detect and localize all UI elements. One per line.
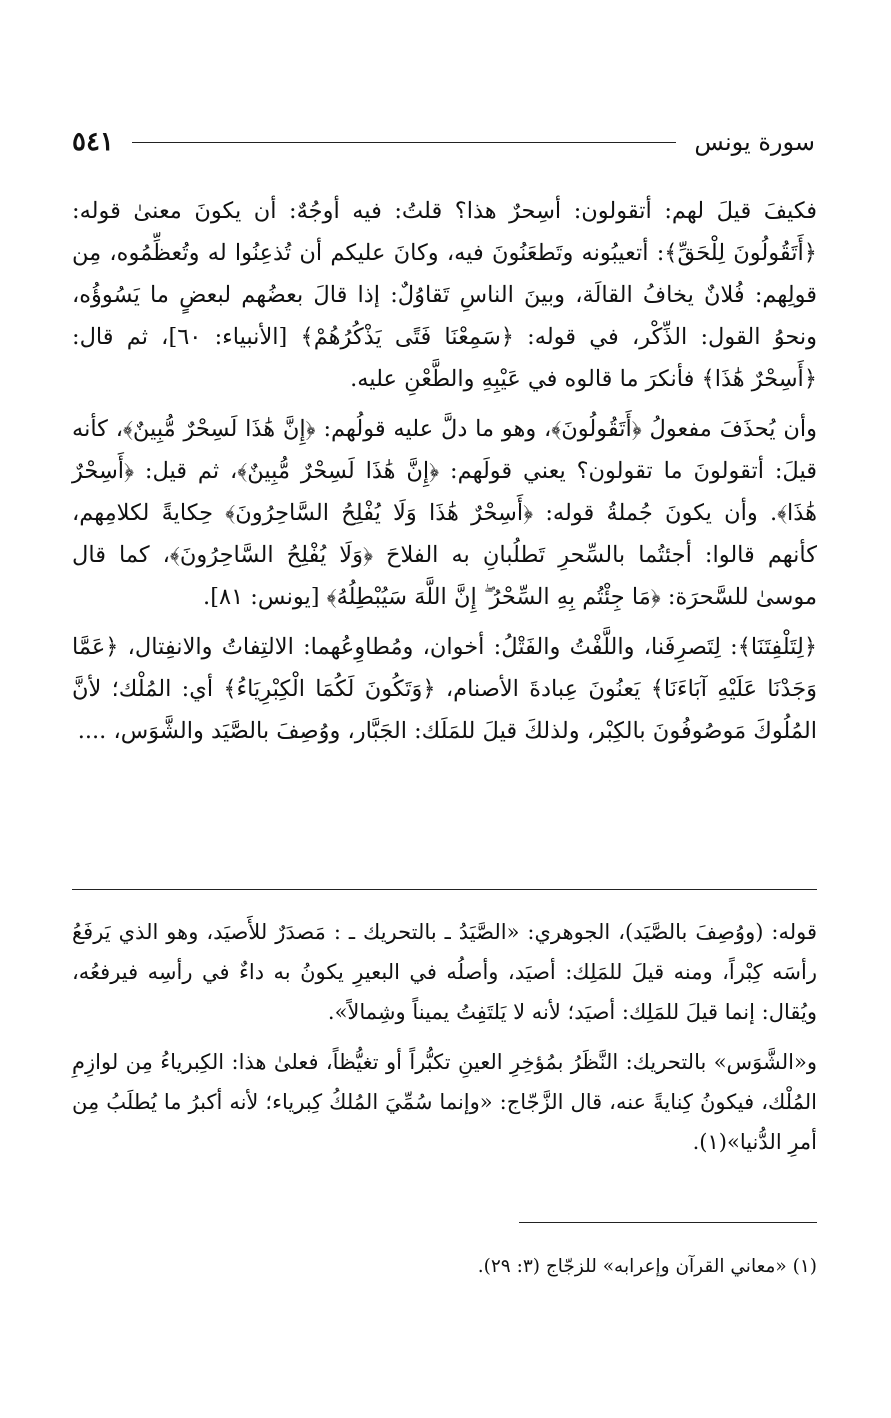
commentary-paragraph: قوله: (ووُصِفَ بالصَّيَد)، الجوهري: «الصَّيَدُ ـ بالتحريك ـ : مَصدَرٌ للأَصيَد، وهو الذي يَرفَعُ رأسَه كِبْراً، ومنه قيلَ للمَلِك: أصيَد، وأصلُه في البعيرِ يكونُ به داءٌ في رأسِه فيرفعُه، ويُقال: إنما قيلَ للمَلِك: أصيَد؛ لأنه لا يَلتَفِتُ يميناً وشِمالاً». [72, 920, 817, 1024]
footnote-rule [519, 1222, 817, 1223]
commentary-text [72, 912, 817, 1172]
page-number: ٥٤١ [72, 127, 114, 157]
commentary-divider [72, 889, 817, 890]
footnote: (١) «معاني القرآن وإعرابه» للزجّاج (٣: ٢٩). [477, 1256, 817, 1277]
page-header [72, 120, 815, 164]
main-text [72, 190, 817, 760]
footnote-reference: (١). [692, 1130, 727, 1154]
main-paragraph: فكيفَ قيلَ لهم: أتقولون: أسِحرٌ هذا؟ قلتُ: فيه أوجُهٌ: أن يكونَ معنىٰ قوله: ﴿أَتَقُولُونَ لِلْحَقِّ﴾: أتعيبُونه وتَطعَنُونَ فيه، وكانَ عليكم أن تُذعِنُوا له وتُعظِّمُوه، مِن قولِهم: فُلانٌ يخافُ القالَة، وبينَ الناسِ تَقاوُلٌ: إذا قالَ بعضُهم لبعضٍ ما يَسُوؤُه، ونحوُ القول: الذِّكْر، في قوله: ﴿سَمِعْنَا فَتًى يَذْكُرُهُمْ﴾ [الأنبياء: ٦٠]، ثم قال: ﴿أَسِحْرٌ هَٰذَا﴾ فأنكرَ ما قالوه في عَيْبِهِ والطَّعْنِ عليه. [72, 198, 817, 392]
surah-title: سورة يونس [694, 128, 815, 156]
commentary-paragraph [72, 1042, 817, 1162]
commentary-paragraph-text: و«الشَّوَس» بالتحريك: النَّظَرُ بمُؤخِرِ العينِ تكبُّراً أو تغيُّظاً، فعلىٰ هذا: الكِبرياءُ مِن لوازِمِ المُلْك، فيكونُ كِنايةً عنه، قال الزَّجّاج: «وإنما سُمِّيَ المُلكُ كِبرياء؛ لأنه أكبرُ ما يُطلَبُ مِن أمرِ الدُّنيا» [72, 1050, 817, 1154]
header-rule [132, 142, 676, 143]
main-paragraph: وأن يُحذَفَ مفعولُ ﴿أَتَقُولُونَ﴾، وهو ما دلَّ عليه قولُهم: ﴿إِنَّ هَٰذَا لَسِحْرٌ مُّبِينٌ﴾، كأنه قيلَ: أتقولونَ ما تقولون؟ يعني قولَهم: ﴿إِنَّ هَٰذَا لَسِحْرٌ مُّبِينٌ﴾، ثم قيل: ﴿أَسِحْرٌ هَٰذَا﴾. وأن يكونَ جُملةُ قوله: ﴿أَسِحْرٌ هَٰذَا وَلَا يُفْلِحُ السَّاحِرُونَ﴾ حِكايةً لكلامِهم، كأنهم قالوا: أجئتُما بالسِّحرِ تَطلُبانِ به الفلاحَ ﴿وَلَا يُفْلِحُ السَّاحِرُونَ﴾، كما قال موسىٰ للسَّحرَة: ﴿مَا جِئْتُم بِهِ السِّحْرُ ۖ إِنَّ اللَّهَ سَيُبْطِلُهُ﴾ [يونس: ٨١]. [72, 416, 817, 610]
main-paragraph: ﴿لِتَلْفِتَنَا﴾: لِتَصرِفَنا، واللَّفْتُ والفَتْلُ: أخوان، ومُطاوِعُهما: الالتِفاتُ والانفِتال، ﴿عَمَّا وَجَدْنَا عَلَيْهِ آبَاءَنَا﴾ يَعنُونَ عِبادةَ الأصنام، ﴿وَتَكُونَ لَكُمَا الْكِبْرِيَاءُ﴾ أي: المُلْك؛ لأنَّ المُلُوكَ مَوصُوفُونَ بالكِبْر، ولذلكَ قيلَ للمَلَك: الجَبَّار، ووُصِفَ بالصَّيَد والشَّوَس، .... [72, 634, 817, 744]
